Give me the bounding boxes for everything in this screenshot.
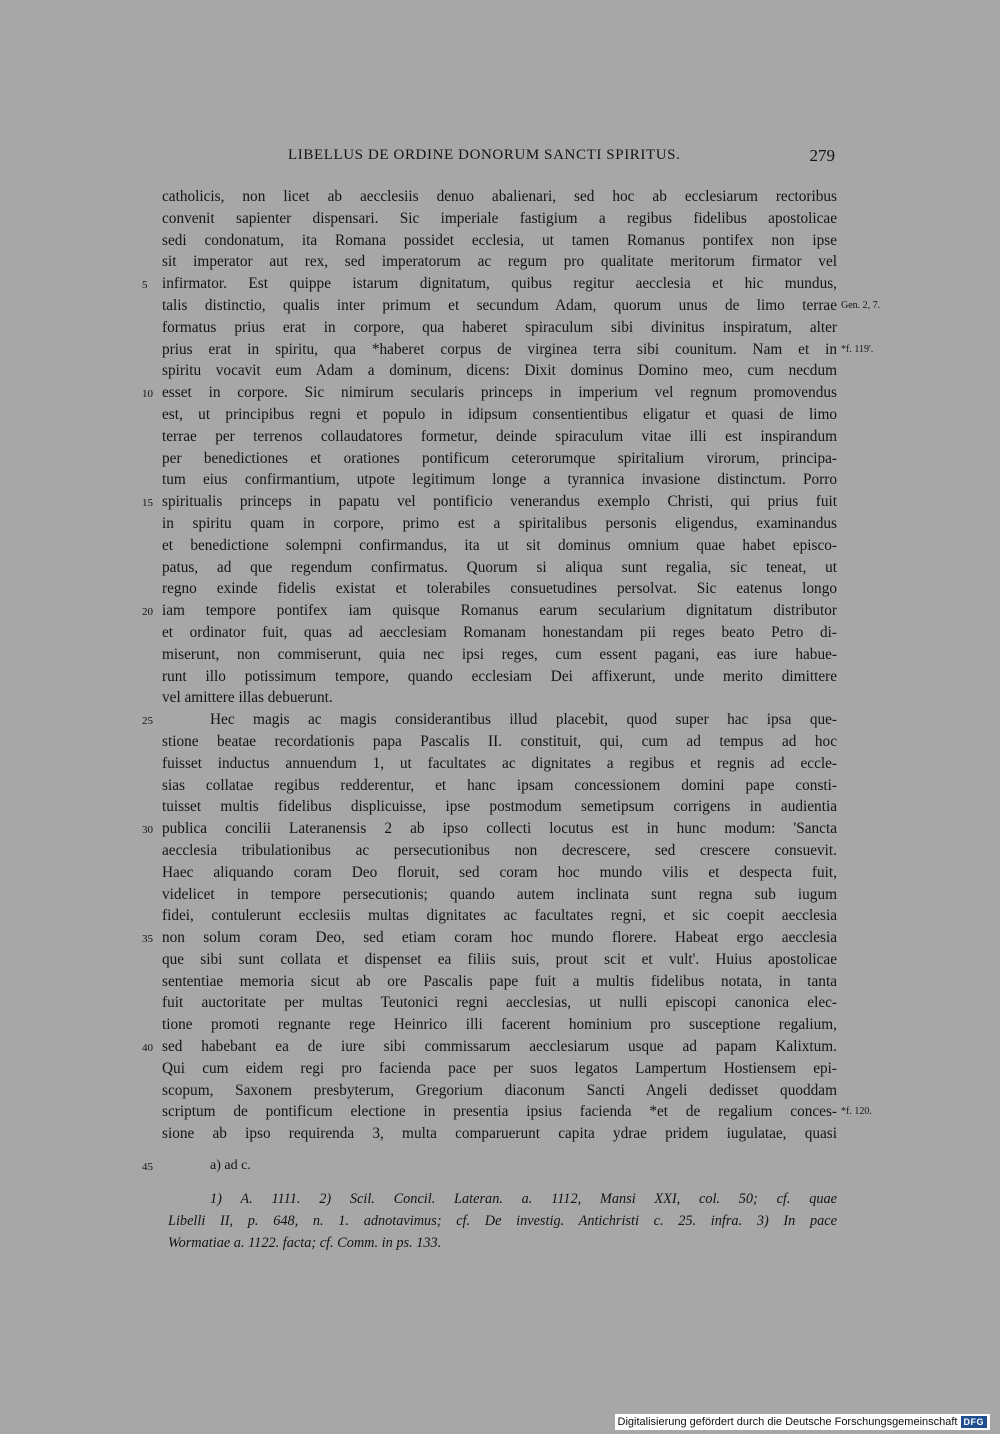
line-text: miserunt, non commiserunt, quia nec ipsi reges, cum essent pagani, eas iure habue- — [162, 645, 837, 663]
line-text: scriptum de pontificum electione in presentia ipsius facienda *et de regalium conces- — [162, 1103, 837, 1121]
text-line — [0, 992, 1000, 1014]
line-text: fuisset inductus annuendum 1, ut facultates ac dignitates a regibus et regnis ad eccle- — [162, 754, 837, 772]
digitization-credit — [615, 1414, 990, 1430]
text-line — [0, 230, 1000, 252]
line-text: fuit auctoritate per multas Teutonici regni aecclesias, ut nulli episcopi canonica elec- — [162, 994, 837, 1012]
text-line — [0, 709, 1000, 731]
text-line — [0, 796, 1000, 818]
line-text: videlicet in tempore persecutionis; quando autem inclinata sunt regna sub iugum — [162, 885, 837, 903]
page-number: 279 — [809, 146, 835, 165]
variant-note: a) ad c. — [210, 1158, 251, 1173]
text-line — [0, 1080, 1000, 1102]
running-title: LIBELLUS DE ORDINE DONORUM SANCTI SPIRITUS. — [288, 147, 681, 163]
line-text: catholicis, non licet ab aecclesiis denuo abalienari, sed hoc ab ecclesiarum rectoribus — [162, 188, 837, 205]
text-line — [0, 927, 1000, 949]
text-line — [0, 949, 1000, 971]
line-text: aecclesia tribulationibus ac persecutionibus non decrescere, sed crescere consuevit. — [162, 841, 837, 859]
running-header — [162, 147, 837, 169]
line-number: 5 — [142, 279, 148, 292]
line-text: et benedictione solempni confirmandus, ita ut sit dominus omnium quae habet episco- — [162, 536, 837, 554]
text-line — [0, 1014, 1000, 1036]
line-text: Qui cum eidem regi pro facienda pace per suos legatos Lampertum Hostiensem epi- — [162, 1059, 837, 1077]
text-line — [0, 753, 1000, 775]
text-line — [0, 971, 1000, 993]
text-line — [0, 382, 1000, 404]
line-text: sed habebant ea de iure sibi commissarum aecclesiarum usque ad papam Kalixtum. — [162, 1038, 837, 1056]
line-number: 25 — [142, 715, 153, 728]
line-number: 30 — [142, 824, 153, 837]
line-text: sit imperator aut rex, sed imperatorum ac regum pro qualitate meritorum firmator vel — [162, 253, 837, 271]
line-number: 10 — [142, 388, 153, 401]
text-line — [0, 622, 1000, 644]
text-line — [0, 1036, 1000, 1058]
text-line — [0, 513, 1000, 535]
line-text: et ordinator fuit, quas ad aecclesiam Romanam honestandam pii reges beato Petro di- — [162, 623, 837, 641]
line-text: talis distinctio, qualis inter primum et secundum Adam, quorum unus de limo terrae — [162, 296, 837, 314]
text-line — [0, 862, 1000, 884]
line-text: sione ab ipso requirenda 3, multa comparuerunt capita ydrae pridem iugulatae, quasi — [162, 1125, 837, 1143]
line-text: spiritualis princeps in papatu vel pontificio venerandus exemplo Christi, qui prius fuit — [162, 493, 837, 511]
line-text: spiritu vocavit eum Adam a dominum, dicens: Dixit dominus Domino meo, cum necdum — [162, 362, 837, 380]
text-line — [0, 273, 1000, 295]
line-text: convenit sapienter dispensari. Sic imperiale fastigium a regibus fidelibus apostolicae — [162, 209, 837, 227]
text-line — [0, 251, 1000, 273]
text-line — [0, 578, 1000, 600]
line-number: 40 — [142, 1042, 153, 1055]
text-line — [0, 186, 1000, 208]
line-text: stione beatae recordationis papa Pascalis II. constituit, qui, cum ad tempus ad hoc — [162, 732, 837, 750]
line-text: non solum coram Deo, sed etiam coram hoc mundo florere. Habeat ergo aecclesia — [162, 929, 837, 947]
line-text: regno exinde fidelis existat et tolerabiles consuetudines persolvat. Sic eatenus longo — [162, 580, 837, 598]
line-text: vel amittere illas debuerunt. — [162, 689, 333, 707]
text-line — [0, 426, 1000, 448]
footnote-text: 1) A. 1111. 2) Scil. Concil. Lateran. a. 1112, Mansi XXI, col. 50; cf. quae — [210, 1191, 837, 1207]
line-text: Hec magis ac magis considerantibus illud placebit, quod super hac ipsa que- — [210, 711, 837, 729]
text-line — [0, 775, 1000, 797]
line-text: est, ut principibus regni et populo in idipsum consentientibus eligatur et quasi de limo — [162, 405, 837, 423]
footnote-line — [0, 1188, 1000, 1210]
line-text: fidei, contulerunt ecclesiis multas dignitates ac facultates regni, et sic coepit aecclesia — [162, 907, 837, 925]
line-text: sias collatae regibus redderentur, et hanc ipsam concessionem domini pape consti- — [162, 776, 837, 794]
text-line — [0, 600, 1000, 622]
variant-line-number: 45 — [142, 1161, 153, 1173]
text-line — [0, 1123, 1000, 1145]
text-line — [0, 905, 1000, 927]
text-line — [0, 731, 1000, 753]
variant-apparatus — [0, 1158, 1000, 1178]
line-text: runt illo potissimum tempore, quando ecclesiam Dei affixerunt, unde merito dimittere — [162, 667, 837, 685]
text-line — [0, 469, 1000, 491]
line-text: que sibi sunt collata et dispenset ea filiis suis, prout scit et vult'. Huius apostolicae — [162, 950, 837, 968]
text-line — [0, 1101, 1000, 1123]
text-line — [0, 687, 1000, 709]
line-text: iam tempore pontifex iam quisque Romanus earum secularium dignitatum distributor — [162, 602, 837, 620]
footnote-line — [0, 1232, 1000, 1254]
text-line — [0, 535, 1000, 557]
line-text: sententiae memoria sicut ab ore Pascalis pape fuit a multis fidelibus notata, in tanta — [162, 972, 837, 990]
line-number: 20 — [142, 606, 153, 619]
line-text: publica concilii Lateranensis 2 ab ipso collecti locutus est in hunc modum: 'Sancta — [162, 820, 837, 838]
footnote-text: Wormatiae a. 1122. facta; cf. Comm. in ps. 133. — [168, 1235, 442, 1251]
text-line — [0, 884, 1000, 906]
line-text: tione promoti regnante rege Heinrico illi facerent hominium pro susceptione regalium, — [162, 1016, 837, 1034]
line-text: scopum, Saxonem presbyterum, Gregorium diaconum Sancti Angeli dedisset quoddam — [162, 1081, 837, 1099]
line-text: Haec aliquando coram Deo floruit, sed coram hoc mundo vilis et despecta fuit, — [162, 863, 837, 881]
footnote-text: Libelli II, p. 648, n. 1. adnotavimus; cf. De investig. Antichristi c. 25. infra. 3) In pace — [168, 1213, 837, 1229]
line-text: esset in corpore. Sic nimirum secularis princeps in imperium vel regnum promovendus — [162, 384, 837, 402]
text-line — [0, 448, 1000, 470]
text-line — [0, 840, 1000, 862]
line-text: patus, ad que regendum confirmatus. Quorum si aliqua sunt regalia, sic teneat, ut — [162, 558, 837, 576]
margin-reference: Gen. 2, 7. — [841, 299, 881, 311]
line-text: prius erat in spiritu, qua *haberet corpus de virginea terra sibi counitum. Nam et in — [162, 340, 837, 358]
line-number: 35 — [142, 933, 153, 946]
line-text: per benedictiones et orationes pontificum ceterorumque spiritalium virorum, principa- — [162, 449, 837, 467]
line-text: tum eius confirmantium, utpote legitimum longe a tyrannica invasione distinctum. Porro — [162, 471, 837, 489]
text-line — [0, 317, 1000, 339]
credit-text: Digitalisierung gefördert durch die Deutsche Forschungsgemeinschaft — [617, 1416, 958, 1428]
dfg-logo: DFG — [961, 1416, 988, 1428]
line-text: tuisset multis fidelibus displicuisse, ipse postmodum semetipsum corrigens in audientia — [162, 798, 837, 816]
text-line — [0, 295, 1000, 317]
footnotes — [0, 1188, 1000, 1254]
text-line — [0, 818, 1000, 840]
line-number: 15 — [142, 497, 153, 510]
line-text: in spiritu quam in corpore, primo est a spiritalibus personis eligendus, examinandus — [162, 514, 837, 532]
text-line — [0, 644, 1000, 666]
text-line — [0, 666, 1000, 688]
line-text: infirmator. Est quippe istarum dignitatum, quibus regitur aecclesia et hic mundus, — [162, 275, 837, 293]
footnote-line — [0, 1210, 1000, 1232]
text-line — [0, 339, 1000, 361]
line-text: formatus prius erat in corpore, qua haberet spiraculum sibi divinitus inspiratum, alter — [162, 318, 837, 336]
text-line — [0, 557, 1000, 579]
text-line — [0, 1058, 1000, 1080]
line-text: sedi condonatum, ita Romana possidet ecclesia, ut tamen Romanus pontifex non ipse — [162, 231, 837, 249]
margin-reference: *f. 119'. — [841, 343, 874, 355]
text-line — [0, 208, 1000, 230]
margin-reference: *f. 120. — [841, 1106, 872, 1118]
text-line — [0, 491, 1000, 513]
line-text: terrae per terrenos collaudatores formetur, deinde spiraculum vitae illi est inspirandum — [162, 427, 837, 445]
text-line — [0, 404, 1000, 426]
text-line — [0, 360, 1000, 382]
main-text — [0, 186, 1000, 1145]
